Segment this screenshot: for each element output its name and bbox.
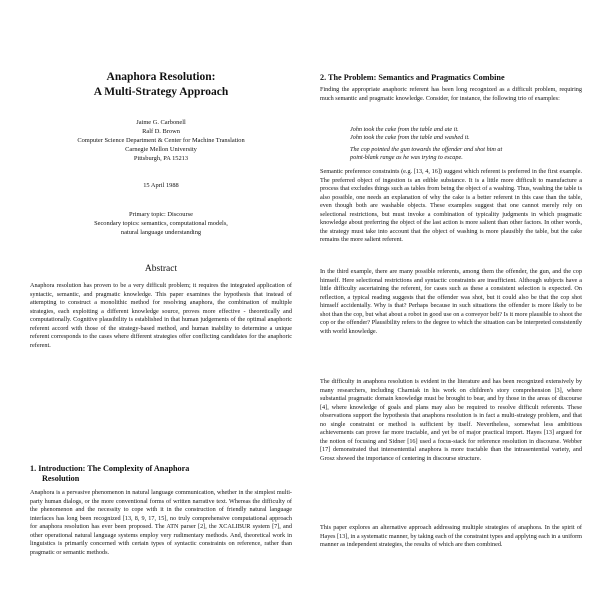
intro-text: Anaphora is a pervasive phenomenon in natural language communication, whether in the simplest multi-party human dialogs, or the more conventional forms of written narrative text. Whereas the difficulty of the phenomenon and the necessity to cope with it in the construction of friendly natural language interfaces has long been recognized [13, 8, 9, 17, 15], no truly comprehensive computational approach for anaphora resolution has ever been proposed. The ATN parser [2], the XCALIBUR system [7], and other operational natural language systems employ very rudimentary methods. And, theoretical work in linguistics is primarily concerned with certain types of syntactic constraints on reference, rather than pragmatic or semantic methods. bbox=[30, 489, 292, 556]
example-3b: point-blank range as he was trying to escape. bbox=[350, 154, 463, 161]
city: Pittsburgh, PA 15213 bbox=[133, 155, 189, 162]
abstract-text: Anaphora resolution has proven to be a very difficult problem; it requires the integrated application of syntactic, semantic, and pragmatic knowledge. This paper examines the hypothesis that instead of attempting to construct a monolithic method for resolving anaphora, the combination of multiple strategies, each exploiting a different knowledge source, proves more effective - theoretically and computationally. Cognitive plausibility is established in that human judgements of the optimal anaphoric referent accord with those of the strategy-based method, and human inability to determine a unique referent corresponds to the cases where different strategies offer conflicting candidates for the anaphoric referent. bbox=[30, 282, 292, 349]
paper-title-line-1: Anaphora Resolution: bbox=[106, 71, 216, 83]
section-2-paragraph-5: This paper explores an alternative approach addressing multiple strategies of anaphora. In the spirit of Hayes [13], in a systematic manner, by taking each of the constraint types and applying each in a uniform manner as independent strategies, the results of which are then combined. bbox=[320, 524, 582, 548]
coauthor-name: Ralf D. Brown bbox=[142, 128, 180, 135]
section-2-paragraph-3: In the third example, there are many possible referents, among them the offender, the gun, and the cop himself. Here selectional restrictions and syntactic constraints are insufficient. Although subjects have a little difficulty ascertaining the referent, for cases such as these a consistent selection is expected. On reflection, a typical reading suggests that the offender was shot, but it could also be that the cop shot himself accidentally. Why is that? Perhaps because in such situations the offender is more likely to be shot than the cop, but what about a robot in good use on a conveyor belt? Is it more plausible to shoot the cop or the offender? Plausibility refers to the degree to which the situation can be interpreted consistently with world knowledge. bbox=[320, 268, 582, 335]
example-2: John took the cake from the table and washed it. bbox=[350, 134, 470, 141]
affiliation: Computer Science Department & Center for Machine Translation bbox=[77, 137, 245, 144]
section-2-heading: 2. The Problem: Semantics and Pragmatics Combine bbox=[320, 73, 505, 82]
secondary-topics: Secondary topics: semantics, computational models, bbox=[94, 220, 228, 227]
section-2-paragraph-1: Finding the appropriate anaphoric referent has been long recognized as a difficult problem, requiring much semantic and pragmatic knowledge. Consider, for instance, the following trio of examples: bbox=[320, 86, 582, 102]
primary-topic: Primary topic: Discourse bbox=[129, 211, 193, 218]
section-2-paragraph-4: The difficulty in anaphora resolution is evident in the literature and has been recognized extensively by many researchers, including Charniak in his work on children's story comprehension [3], where substantial pragmatic domain knowledge must be brought to bear, and by those in the areas of discourse [4], where knowledge of goals and plans may also be required to resolve difficult referents. These observations support the hypothesis that anaphora resolution is in fact a multi-strategy problem, and that no single constraint or method is sufficient by itself. Nevertheless, somewhat less ambitious achievements can prove far more tractable, and yet be of major practical import. Hayes [13] argued for the notion of focusing and Sidner [16] used a focus-stack for reference resolution in discourse. Webber [17] demonstrated that intersentential anaphora is more tractable than the intrasentential variety, and Grosz showed the importance of centering in discourse structure. bbox=[320, 378, 582, 462]
author-name: Jaime G. Carbonell bbox=[136, 119, 186, 126]
example-3a: The cop pointed the gun towards the offender and shot him at bbox=[350, 146, 503, 153]
date: 15 April 1988 bbox=[143, 182, 179, 189]
section-1-heading: 1. Introduction: The Complexity of Anaphora bbox=[30, 464, 190, 473]
section-1-heading-cont: Resolution bbox=[42, 474, 80, 483]
tertiary-topics: natural language understanding bbox=[120, 229, 202, 236]
university: Carnegie Mellon University bbox=[125, 146, 197, 153]
paper-title-line-2: A Multi-Strategy Approach bbox=[93, 86, 229, 98]
section-2-paragraph-2: Semantic preference constraints (e.g. [13, 4, 16]) suggest which referent is preferred in the first example. The preferred object of ingestion is an edible substance. It is a little more difficult to manufacture a process that excludes things such as tables from being the object of a washing. Thus, washing the table is also possible, one needs an explanation of why the cake is a better referent in this case than the table, even though both are washable objects. These examples suggest that one cannot merely rely on selectional restrictions, but must invoke a combination of typicality judgments in which pragmatic knowledge about preferring the object of the last action is more salient than other factors. In other words, the strategy must take into account that the object of washing is more plausibly the table, but the cake remains the more salient referent. bbox=[320, 168, 582, 243]
example-1: John took the cake from the table and ate it. bbox=[350, 126, 459, 133]
abstract-heading: Abstract bbox=[144, 264, 178, 274]
